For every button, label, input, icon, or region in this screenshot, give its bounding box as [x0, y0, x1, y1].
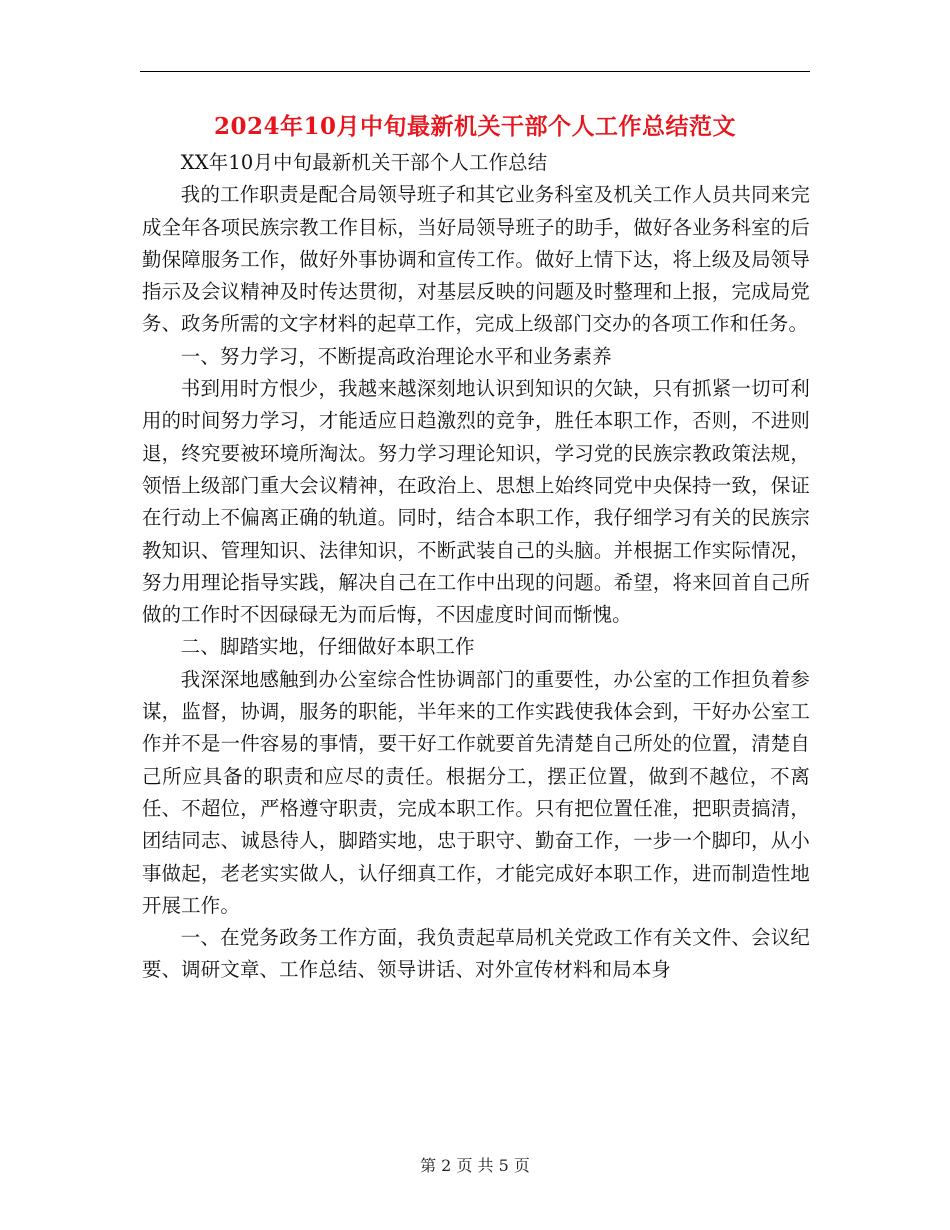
body-paragraph: 我深深地感触到办公室综合性协调部门的重要性，办公室的工作担负着参谋，监督，协调，服务的职能，半年来的工作实践使我体会到，干好办公室工作并不是一件容易的事情，要干好工作就要首先清楚自己所处的位置，清楚自己所应具备的职责和应尽的责任。根据分工，摆正位置，做到不越位，不离任、不超位，严格遵守职责，完成本职工作。只有把位置任准，把职责搞清，团结同志、诚恳待人，脚踏实地，忠于职守、勤奋工作，一步一个脚印，从小事做起，老老实实做人，认仔细真工作，才能完成好本职工作，进而制造性地开展工作。 — [142, 667, 810, 917]
section-heading: 一、努力学习，不断提高政治理论水平和业务素养 — [180, 344, 612, 368]
body-paragraph: 一、在党务政务工作方面，我负责起草局机关党政工作有关文件、会议纪要、调研文章、工作总结、领导讲话、对外宣传材料和局本身 — [142, 926, 810, 982]
body-paragraph: 我的工作职责是配合局领导班子和其它业务科室及机关工作人员共同来完成全年各项民族宗教工作目标，当好局领导班子的助手，做好各业务科室的后勤保障服务工作，做好外事协调和宣传工作。做好上情下达，将上级及局领导指示及会议精神及时传达贯彻，对基层反映的问题及时整理和上报，完成局党务、政务所需的文字材料的起草工作，完成上级部门交办的各项工作和任务。 — [142, 183, 810, 336]
body-paragraph: 书到用时方恨少，我越来越深刻地认识到知识的欠缺，只有抓紧一切可利用的时间努力学习，才能适应日趋激烈的竞争，胜任本职工作，否则，不进则退，终究要被环境所淘汰。努力学习理论知识，学习党的民族宗教政策法规，领悟上级部门重大会议精神，在政治上、思想上始终同党中央保持一致，保证在行动上不偏离正确的轨道。同时，结合本职工作，我仔细学习有关的民族宗教知识、管理知识、法律知识，不断武装自己的头脑。并根据工作实际情况，努力用理论指导实践，解决自己在工作中出现的问题。希望，将来回首自己所做的工作时不因碌碌无为而后悔，不因虚度时间而惭愧。 — [142, 377, 810, 627]
document-body — [142, 147, 810, 987]
header-rule — [140, 71, 810, 72]
page-number: 第 2 页 共 5 页 — [420, 1156, 530, 1175]
section-heading: 二、脚踏实地，仔细做好本职工作 — [180, 635, 475, 659]
document-title: 2024年10月中旬最新机关干部个人工作总结范文 — [213, 113, 737, 140]
body-paragraph: XX年10月中旬最新机关干部个人工作总结 — [180, 151, 548, 174]
